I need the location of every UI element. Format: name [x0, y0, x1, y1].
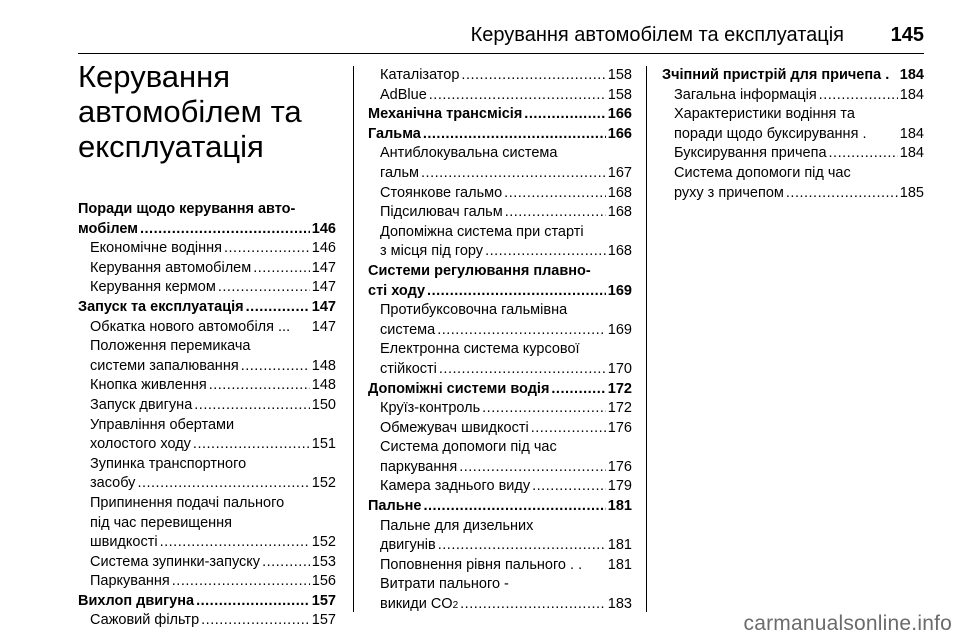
- toc-column-3: [662, 66, 924, 203]
- toc-heading[interactable]: [368, 105, 632, 125]
- toc-entry[interactable]: [78, 474, 336, 494]
- toc-page-number: 168: [607, 184, 632, 201]
- toc-entry-title: двигунів: [380, 537, 436, 554]
- toc-leader: [786, 184, 898, 204]
- toc-leader: [460, 595, 606, 615]
- toc-page-number: 150: [311, 396, 336, 413]
- toc-entry-title: Камера заднього виду: [380, 478, 531, 495]
- toc-page-number: 181: [607, 556, 632, 573]
- toc-entry[interactable]: [78, 533, 336, 553]
- toc-entry[interactable]: [78, 611, 336, 631]
- toc-heading-line: Системи регулювання плавно-: [368, 262, 591, 279]
- toc-entry[interactable]: [368, 458, 632, 478]
- toc-leader: [246, 298, 310, 318]
- toc-heading[interactable]: [368, 497, 632, 517]
- toc-leader: [461, 66, 605, 86]
- toc-heading[interactable]: [78, 592, 336, 612]
- toc-entry-title: Керування автомобілем: [90, 259, 252, 276]
- toc-entry[interactable]: [368, 556, 632, 576]
- toc-entry[interactable]: [368, 419, 632, 439]
- toc-entry-title: AdBlue: [380, 86, 427, 103]
- toc-entry-line: Характеристики водіння та: [674, 106, 855, 123]
- section-title-line: Керування: [78, 59, 231, 94]
- toc-entry-title: Допоміжні системи водія: [368, 380, 550, 397]
- toc-entry-line: Управління обертами: [90, 416, 235, 433]
- toc-entry-title: Паркування: [90, 573, 170, 590]
- toc-heading[interactable]: [368, 125, 632, 145]
- toc-entry[interactable]: [368, 360, 632, 380]
- toc-page-number: 147: [311, 318, 336, 335]
- toc-leader: [423, 497, 605, 517]
- toc-page-number: 147: [311, 279, 336, 296]
- toc-entry-line: Протибуксовочна гальмівна: [380, 302, 568, 319]
- toc-page-number: 169: [607, 321, 632, 338]
- toc-entry[interactable]: [78, 357, 336, 377]
- toc-entry-title: Стоянкове гальмо: [380, 184, 503, 201]
- toc-leader: [423, 125, 606, 145]
- toc-leader: [421, 164, 606, 184]
- toc-leader: [531, 419, 606, 439]
- toc-entry[interactable]: [662, 184, 924, 204]
- toc-leader: [160, 533, 310, 553]
- toc-entry-title: паркування: [380, 458, 458, 475]
- toc-leader: [224, 239, 310, 259]
- toc-heading[interactable]: [368, 282, 632, 302]
- header-rule: [78, 53, 924, 54]
- toc-entry-title: Поповнення рівня пального . .: [380, 556, 583, 573]
- toc-leader: [262, 553, 310, 573]
- toc-entry-title: викиди CO: [380, 596, 453, 613]
- toc-leader: [218, 278, 310, 298]
- toc-entry[interactable]: [662, 86, 924, 106]
- toc-leader: [429, 86, 606, 106]
- toc-page-number: 184: [899, 125, 924, 142]
- running-header-title: Керування автомобілем та експлуатація: [470, 24, 844, 46]
- toc-entry-line: під час перевищення: [90, 514, 233, 531]
- toc-entry[interactable]: [368, 536, 632, 556]
- toc-entry-line: Система допомоги під час: [674, 164, 851, 181]
- toc-entry-title: Вихлоп двигуна: [78, 592, 195, 609]
- toc-entry-title: Механічна трансмісія: [368, 106, 523, 123]
- toc-entry-title: Буксирування причепа: [674, 145, 827, 162]
- toc-leader: [819, 86, 898, 106]
- toc-entry[interactable]: [368, 184, 632, 204]
- toc-entry[interactable]: [368, 477, 632, 497]
- toc-leader: [438, 536, 606, 556]
- toc-page-number: 148: [311, 357, 336, 374]
- toc-entry[interactable]: [78, 435, 336, 455]
- toc-heading[interactable]: [78, 298, 336, 318]
- toc-entry-title: Обмежувач швидкості: [380, 419, 529, 436]
- toc-page-number: 152: [311, 475, 336, 492]
- column-divider: [353, 66, 354, 612]
- toc-page-number: 176: [607, 419, 632, 436]
- toc-page-number: 148: [311, 377, 336, 394]
- toc-entry-line: Положення перемикача: [90, 338, 251, 355]
- toc-leader: [140, 220, 310, 240]
- toc-entry-title: Економічне водіння: [90, 240, 222, 257]
- toc-entry-title: Обкатка нового автомобіля ...: [90, 318, 291, 335]
- column-divider: [646, 66, 647, 612]
- section-title-line: автомобілем та: [78, 94, 302, 129]
- toc-leader: [201, 611, 310, 631]
- running-header: [78, 22, 924, 56]
- toc-entry[interactable]: [78, 553, 336, 573]
- toc-page-number: 157: [311, 592, 336, 609]
- toc-page-number: 146: [311, 220, 336, 237]
- toc-entry-title: сті ходу: [368, 282, 426, 299]
- toc-page-number: 167: [607, 164, 632, 181]
- toc-page-number: 170: [607, 360, 632, 377]
- toc-leader: [196, 592, 310, 612]
- toc-page-number: 181: [607, 498, 632, 515]
- toc-entry-title: поради щодо буксирування .: [674, 125, 867, 142]
- toc-entry-title: Каталізатор: [380, 67, 460, 83]
- toc-entry[interactable]: [368, 203, 632, 223]
- toc-entry-title: руху з причепом: [674, 184, 784, 201]
- page-number: 145: [890, 24, 924, 46]
- section-title-line: експлуатація: [78, 129, 264, 164]
- toc-entry-line: Витрати пального -: [380, 576, 509, 593]
- toc-page-number: 147: [311, 298, 336, 315]
- toc-leader: [482, 399, 606, 419]
- toc-leader: [504, 184, 606, 204]
- toc-page-number: 158: [607, 67, 632, 83]
- toc-entry-line: Зупинка транспортного: [90, 455, 247, 472]
- toc-page-number: 176: [607, 458, 632, 475]
- toc-page-number: 185: [899, 184, 924, 201]
- toc-leader: [524, 105, 606, 125]
- toc-page-number: 184: [899, 67, 924, 83]
- toc-page-number: 156: [311, 573, 336, 590]
- toc-entry-title: система: [380, 321, 436, 338]
- toc-entry[interactable]: [662, 125, 924, 145]
- watermark: carmanualsonline.info: [743, 612, 952, 635]
- toc-page-number: 181: [607, 537, 632, 554]
- toc-entry-title: Керування кермом: [90, 279, 216, 296]
- toc-page-number: 146: [311, 240, 336, 257]
- toc-page-number: 172: [607, 400, 632, 417]
- section-title: [78, 59, 348, 164]
- toc-page-number: 153: [311, 553, 336, 570]
- toc-entry-line: Система допомоги під час: [380, 439, 557, 456]
- toc-entry-title: Запуск двигуна: [90, 396, 193, 413]
- toc-page-number: 168: [607, 243, 632, 260]
- toc-leader: [551, 380, 605, 400]
- toc-entry-line: Антиблокувальна система: [380, 145, 558, 162]
- toc-page-number: 152: [311, 534, 336, 551]
- toc-entry-title: стійкості: [380, 360, 437, 377]
- toc-entry-line: Допоміжна система при старті: [380, 223, 584, 240]
- toc-entry-line: Пальне для дизельних: [380, 517, 534, 534]
- toc-leader: [194, 396, 310, 416]
- toc-entry-title: Пальне: [368, 498, 422, 515]
- toc-page-number: 169: [607, 282, 632, 299]
- toc-entry-title: швидкості: [90, 534, 158, 551]
- toc-entry[interactable]: [78, 572, 336, 592]
- toc-page-number: 166: [607, 125, 632, 142]
- toc-entry[interactable]: [368, 321, 632, 341]
- toc-entry-title: Круїз-контроль: [380, 400, 481, 417]
- toc-leader: [241, 357, 310, 377]
- toc-heading-line: Поради щодо керування авто-: [78, 201, 296, 217]
- toc-entry[interactable]: [368, 242, 632, 262]
- toc-page-number: 168: [607, 204, 632, 221]
- toc-heading[interactable]: [368, 380, 632, 400]
- toc-leader: [459, 458, 606, 478]
- toc-entry[interactable]: [662, 144, 924, 164]
- toc-entry[interactable]: [78, 318, 336, 338]
- toc-entry[interactable]: [78, 278, 336, 298]
- toc-column-1: [78, 200, 336, 631]
- toc-entry-title: Система зупинки-запуску: [90, 553, 261, 570]
- toc-entry-title: Сажовий фільтр: [90, 612, 200, 629]
- toc-leader: [505, 203, 606, 223]
- toc-page-number: 158: [607, 86, 632, 103]
- toc-entry[interactable]: [368, 66, 632, 86]
- toc-entry-line: Електронна система курсової: [380, 341, 580, 358]
- toc-leader: [253, 259, 310, 279]
- toc-page-number: 166: [607, 106, 632, 123]
- toc-entry-title: з місця під гору: [380, 243, 484, 260]
- toc-entry[interactable]: [78, 239, 336, 259]
- toc-entry-title: Запуск та експлуатація: [78, 298, 244, 315]
- toc-page-number: 151: [311, 436, 336, 453]
- toc-page-number: 157: [311, 612, 336, 629]
- toc-entry-title: гальм: [380, 164, 420, 181]
- toc-page-number: 184: [899, 145, 924, 162]
- toc-entry-title: холостого ходу: [90, 436, 191, 453]
- toc-entry[interactable]: [368, 399, 632, 419]
- toc-entry-title: засобу: [90, 475, 136, 492]
- toc-page-number: 183: [607, 596, 632, 613]
- toc-leader: [137, 474, 309, 494]
- toc-heading[interactable]: [662, 66, 924, 86]
- toc-entry[interactable]: [368, 86, 632, 106]
- toc-entry-title: системи запалювання: [90, 357, 239, 374]
- toc-page-number: 172: [607, 380, 632, 397]
- toc-page-number: 184: [899, 86, 924, 103]
- toc-entry-title: Кнопка живлення: [90, 377, 207, 394]
- toc-entry[interactable]: [78, 259, 336, 279]
- toc-entry[interactable]: [78, 396, 336, 416]
- toc-page-number: 179: [607, 478, 632, 495]
- toc-entry[interactable]: [368, 164, 632, 184]
- toc-leader: [439, 360, 606, 380]
- toc-entry[interactable]: [78, 376, 336, 396]
- toc-leader: [172, 572, 310, 592]
- toc-leader: [437, 321, 606, 341]
- toc-entry-title: Гальма: [368, 125, 421, 142]
- toc-leader: [485, 242, 606, 262]
- toc-entry-line: Припинення подачі пального: [90, 494, 285, 511]
- toc-leader: [829, 144, 898, 164]
- toc-heading[interactable]: [78, 220, 336, 240]
- toc-leader: [532, 477, 606, 497]
- toc-entry[interactable]: викиди CO 2 ..... 183: [368, 595, 632, 615]
- toc-leader: [427, 282, 606, 302]
- toc-leader: [193, 435, 310, 455]
- toc-leader: [209, 376, 310, 396]
- toc-page-number: 147: [311, 259, 336, 276]
- toc-entry-title: Зчіпний пристрій для причепа .: [662, 67, 890, 83]
- toc-column-2: [368, 66, 632, 615]
- toc-entry-title: мобілем: [78, 220, 138, 237]
- toc-entry-title: Загальна інформація: [674, 86, 817, 103]
- toc-entry-title: Підсилювач гальм: [380, 204, 503, 221]
